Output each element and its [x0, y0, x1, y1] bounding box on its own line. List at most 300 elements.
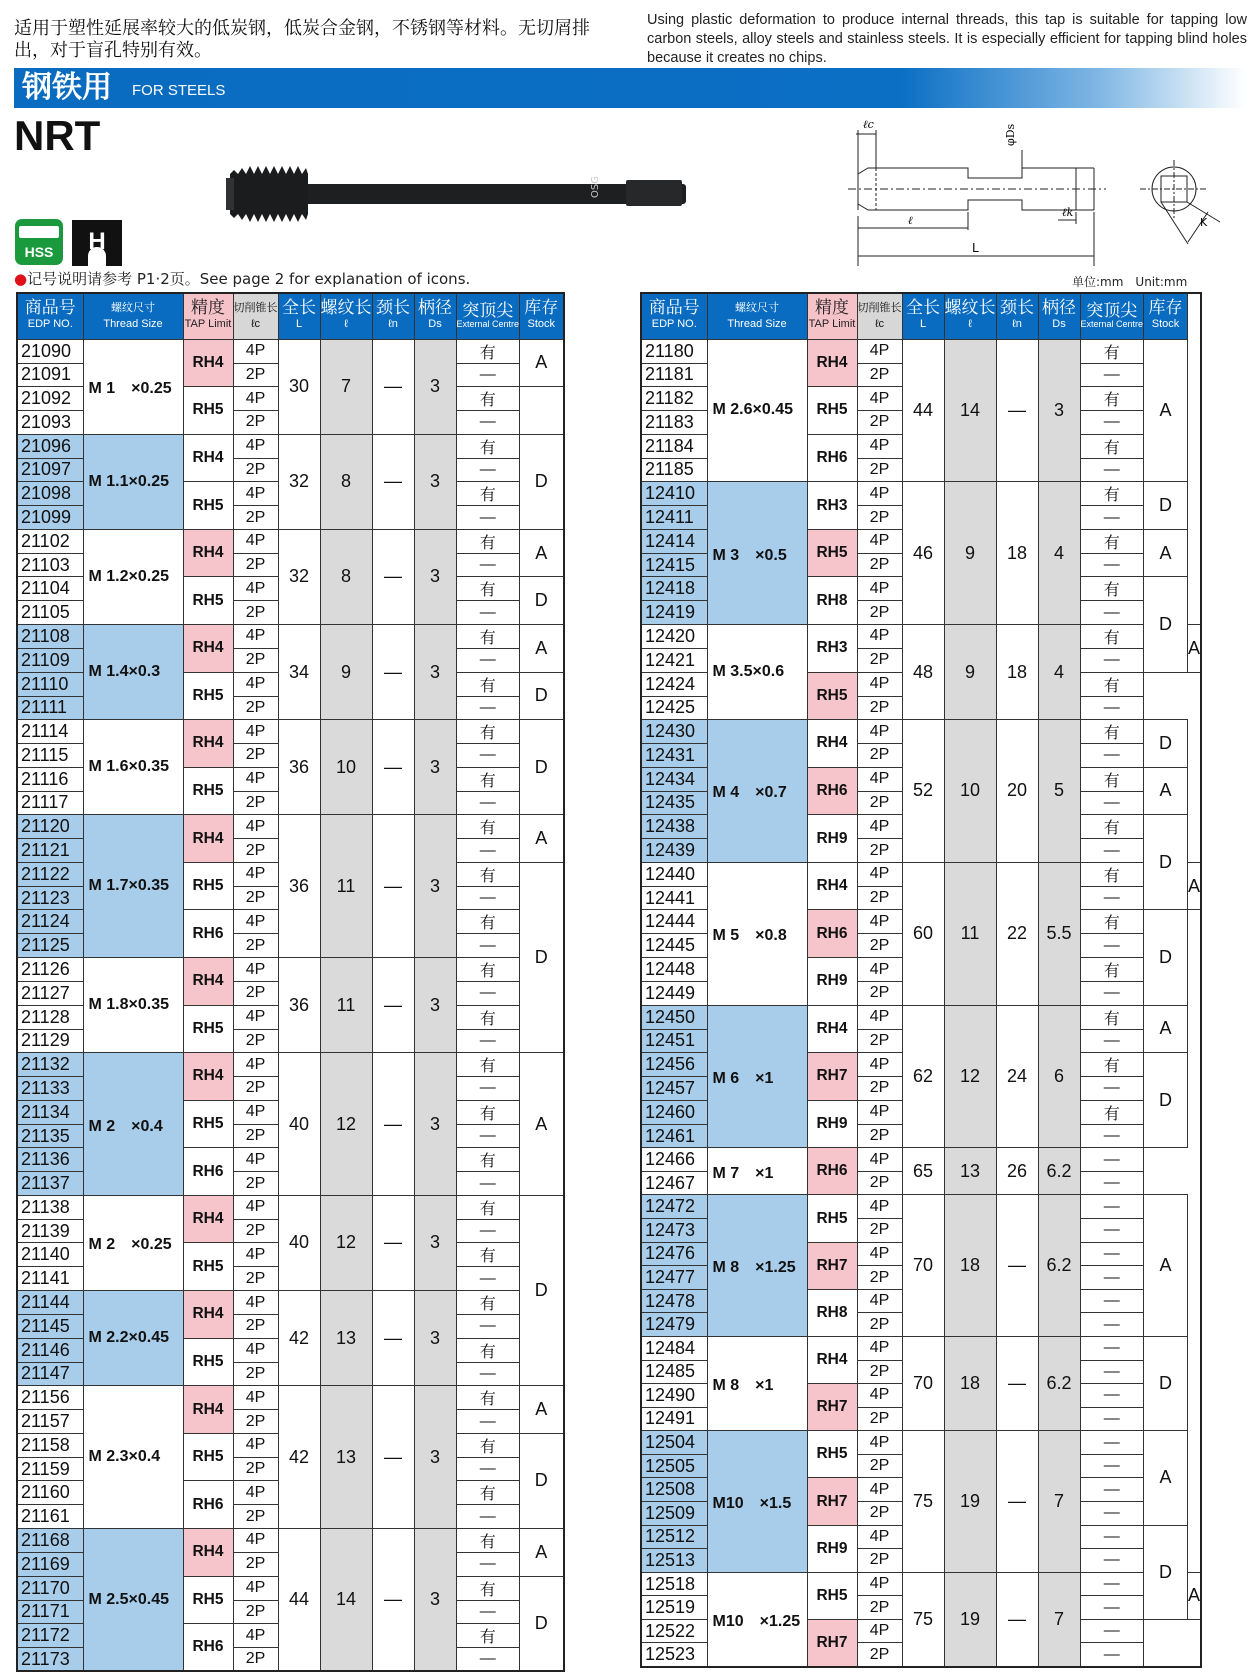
external-centre-cell: —: [1080, 839, 1144, 863]
external-centre-cell: 有: [456, 767, 520, 791]
hss-icon: [14, 218, 64, 266]
shank-diameter-cell: 7: [1038, 1572, 1080, 1666]
tap-limit-cell: RH6: [183, 1624, 233, 1672]
edp-cell: 12450: [641, 1005, 707, 1029]
chamfer-length-cell: 2P: [233, 1124, 278, 1148]
external-centre-cell: —: [1080, 1266, 1144, 1290]
external-centre-cell: —: [1080, 934, 1144, 958]
edp-cell: 21171: [17, 1600, 83, 1624]
chamfer-length-cell: 4P: [857, 1431, 902, 1455]
stock-cell: A: [1188, 1572, 1202, 1619]
external-centre-cell: 有: [456, 1291, 520, 1315]
external-centre-cell: —: [456, 982, 520, 1006]
external-centre-cell: 有: [1080, 387, 1144, 411]
header-overall-length: [902, 293, 944, 339]
chamfer-length-cell: 4P: [233, 577, 278, 601]
thread-size-cell: M 3.5×0.6: [707, 624, 807, 719]
thread-length-cell: 9: [320, 624, 372, 719]
edp-cell: 21158: [17, 1433, 83, 1457]
external-centre-cell: —: [1080, 1384, 1144, 1408]
header-en: Thread Size: [727, 318, 787, 331]
edp-cell: 21123: [17, 886, 83, 910]
hardness-h-icon: [70, 218, 124, 268]
external-centre-cell: 有: [1080, 1100, 1144, 1124]
tap-limit-cell: RH6: [183, 1481, 233, 1529]
stock-cell: A: [1144, 1005, 1188, 1053]
edp-cell: 12445: [641, 934, 707, 958]
stock-cell: D: [1144, 1525, 1188, 1619]
edp-cell: 12461: [641, 1124, 707, 1148]
edp-cell: 21096: [17, 434, 83, 458]
tap-limit-cell: RH7: [807, 1053, 857, 1101]
table-row: [641, 1431, 1201, 1455]
chamfer-length-cell: 4P: [857, 1336, 902, 1360]
external-centre-cell: —: [456, 1219, 520, 1243]
edp-cell: 12513: [641, 1549, 707, 1573]
tap-limit-cell: RH6: [183, 1148, 233, 1196]
stock-cell: A: [1144, 767, 1188, 815]
edp-cell: 21092: [17, 387, 83, 411]
chamfer-length-cell: 2P: [233, 839, 278, 863]
chamfer-length-cell: 2P: [233, 506, 278, 530]
thread-size-cell: M 1.6×0.35: [83, 720, 183, 815]
thread-size-cell: M 1.4×0.3: [83, 624, 183, 719]
chamfer-length-cell: 4P: [233, 529, 278, 553]
table-row: [17, 1053, 564, 1077]
chamfer-length-cell: 4P: [233, 434, 278, 458]
tap-limit-cell: RH4: [807, 1005, 857, 1053]
external-centre-cell: 有: [456, 1481, 520, 1505]
header-en: External Centre: [456, 319, 520, 330]
external-centre-cell: —: [456, 1124, 520, 1148]
tap-limit-cell: RH5: [183, 387, 233, 435]
table-row: [641, 1148, 1201, 1172]
external-centre-cell: —: [1080, 1454, 1144, 1478]
edp-cell: 21097: [17, 458, 83, 482]
header-en: ℓn: [388, 318, 398, 331]
external-centre-cell: 有: [456, 1624, 520, 1648]
tap-limit-cell: RH5: [183, 1243, 233, 1291]
external-centre-cell: —: [1080, 982, 1144, 1006]
external-centre-cell: —: [1080, 1360, 1144, 1384]
edp-cell: 12431: [641, 744, 707, 768]
header-en: Ds: [428, 318, 442, 331]
thread-length-cell: 19: [944, 1572, 996, 1666]
external-centre-cell: —: [456, 506, 520, 530]
tap-limit-cell: RH4: [183, 529, 233, 577]
external-centre-cell: 有: [456, 482, 520, 506]
external-centre-cell: —: [456, 1172, 520, 1196]
external-centre-cell: 有: [1080, 339, 1144, 363]
edp-cell: 21172: [17, 1624, 83, 1648]
tap-limit-cell: RH4: [183, 1528, 233, 1576]
header-cn: 精度: [191, 298, 225, 318]
thread-size-cell: M 2.6×0.45: [707, 339, 807, 482]
chamfer-length-cell: 2P: [857, 648, 902, 672]
label-lc: ℓc: [863, 120, 874, 131]
stock-cell: D: [520, 577, 564, 625]
overall-length-cell: 52: [902, 720, 944, 863]
overall-length-cell: 48: [902, 624, 944, 719]
tap-limit-cell: RH9: [807, 958, 857, 1006]
edp-cell: 12425: [641, 696, 707, 720]
shank-diameter-cell: 3: [414, 624, 456, 719]
tap-product-image: [226, 152, 716, 232]
edp-cell: 12466: [641, 1148, 707, 1172]
external-centre-cell: —: [456, 696, 520, 720]
thread-length-cell: 11: [320, 958, 372, 1053]
thread-length-cell: 19: [944, 1431, 996, 1572]
tap-limit-cell: RH5: [183, 1576, 233, 1624]
chamfer-length-cell: 4P: [233, 1243, 278, 1267]
chamfer-length-cell: 2P: [233, 791, 278, 815]
edp-cell: 21135: [17, 1124, 83, 1148]
header-thread-length: [944, 293, 996, 339]
external-centre-cell: —: [1080, 1549, 1144, 1573]
overall-length-cell: 36: [278, 958, 320, 1053]
external-centre-cell: 有: [1080, 767, 1144, 791]
stock-cell: A: [520, 339, 564, 387]
chamfer-length-cell: 2P: [233, 553, 278, 577]
edp-cell: 12438: [641, 815, 707, 839]
tap-limit-cell: RH7: [807, 1242, 857, 1289]
edp-cell: 12449: [641, 982, 707, 1006]
table-row: [641, 624, 1201, 648]
intro-english: Using plastic deformation to produce internal threads, this tap is suitable for tapping low carbon steels, alloy steels and stainless steels. It is especially efficient for tapping blind holes because it creates no chips.: [647, 12, 1247, 66]
tap-limit-cell: RH7: [807, 1478, 857, 1525]
label-lk: ℓk: [1062, 206, 1074, 219]
header-en: Thread Size: [103, 318, 163, 331]
stock-cell: A: [520, 529, 564, 577]
tap-limit-cell: RH4: [183, 339, 233, 387]
chamfer-length-cell: 2P: [857, 1643, 902, 1667]
stock-cell: A: [520, 624, 564, 672]
thread-length-cell: 10: [320, 720, 372, 815]
external-centre-cell: —: [1080, 1619, 1144, 1643]
external-centre-cell: —: [456, 601, 520, 625]
tap-limit-cell: RH4: [183, 1053, 233, 1101]
chamfer-length-cell: 4P: [857, 482, 902, 506]
chamfer-length-cell: 4P: [233, 1338, 278, 1362]
external-centre-cell: —: [456, 1410, 520, 1434]
stock-cell: D: [1144, 577, 1188, 672]
tap-limit-cell: RH4: [183, 434, 233, 482]
header-cn: 切削锥长: [233, 302, 278, 315]
edp-cell: 12420: [641, 624, 707, 648]
header-cn: 突顶尖: [1086, 301, 1138, 321]
table-row: [17, 720, 564, 744]
edp-cell: 21102: [17, 529, 83, 553]
edp-cell: 12419: [641, 601, 707, 625]
stock-cell: D: [520, 862, 564, 1052]
chamfer-length-cell: 4P: [857, 958, 902, 982]
external-centre-cell: —: [456, 411, 520, 435]
header-cn: 商品号: [24, 298, 76, 318]
chamfer-length-cell: 4P: [233, 1386, 278, 1410]
shank-diameter-cell: 6.2: [1038, 1336, 1080, 1430]
external-centre-cell: 有: [456, 339, 520, 363]
spec-table-right: [640, 292, 1202, 1668]
header-en: External Centre: [1080, 319, 1144, 330]
external-centre-cell: —: [456, 1267, 520, 1291]
thread-length-cell: 18: [944, 1195, 996, 1336]
external-centre-cell: 有: [456, 1005, 520, 1029]
edp-cell: 21126: [17, 958, 83, 982]
chamfer-length-cell: 4P: [233, 387, 278, 411]
header-neck-length: [372, 293, 414, 339]
thread-size-cell: M 8 ×1.25: [707, 1195, 807, 1336]
edp-cell: 21180: [641, 339, 707, 363]
category-banner: [14, 68, 1246, 108]
edp-cell: 21156: [17, 1386, 83, 1410]
chamfer-length-cell: 2P: [857, 1219, 902, 1243]
chamfer-length-cell: 4P: [857, 815, 902, 839]
edp-cell: 21133: [17, 1077, 83, 1101]
shank-diameter-cell: 3: [414, 529, 456, 624]
edp-cell: 21108: [17, 624, 83, 648]
external-centre-cell: 有: [1080, 910, 1144, 934]
thread-length-cell: 8: [320, 434, 372, 529]
chamfer-length-cell: 2P: [233, 363, 278, 387]
tap-marking: OSG: [590, 176, 601, 198]
chamfer-length-cell: 2P: [233, 1410, 278, 1434]
stock-cell: D: [520, 1433, 564, 1528]
overall-length-cell: 36: [278, 815, 320, 958]
tap-limit-cell: RH3: [807, 624, 857, 672]
edp-cell: 21117: [17, 791, 83, 815]
tap-limit-cell: RH5: [807, 1572, 857, 1619]
spec-table-left: [16, 292, 565, 1672]
stock-cell: A: [1144, 1431, 1188, 1525]
thread-length-cell: 8: [320, 529, 372, 624]
chamfer-length-cell: 2P: [857, 363, 902, 387]
neck-length-cell: —: [372, 815, 414, 958]
header-external-centre: [456, 293, 520, 339]
tap-limit-cell: RH5: [807, 1431, 857, 1478]
external-centre-cell: —: [1080, 1219, 1144, 1243]
edp-cell: 21099: [17, 506, 83, 530]
chamfer-length-cell: 2P: [857, 839, 902, 863]
stock-cell: D: [1144, 910, 1188, 1005]
edp-cell: 21091: [17, 363, 83, 387]
edp-cell: 12512: [641, 1525, 707, 1549]
chamfer-length-cell: 4P: [233, 1433, 278, 1457]
thread-size-cell: M 5 ×0.8: [707, 862, 807, 1005]
tap-limit-cell: RH4: [183, 815, 233, 863]
chamfer-length-cell: 4P: [233, 1005, 278, 1029]
external-centre-cell: 有: [456, 1386, 520, 1410]
thread-length-cell: 18: [944, 1336, 996, 1430]
chamfer-length-cell: 2P: [233, 982, 278, 1006]
edp-cell: 21140: [17, 1243, 83, 1267]
external-centre-cell: 有: [456, 910, 520, 934]
header-external-centre: [1080, 293, 1144, 339]
tap-limit-cell: RH4: [807, 1336, 857, 1383]
tap-limit-cell: RH5: [183, 1100, 233, 1148]
tap-limit-cell: RH5: [183, 577, 233, 625]
edp-cell: 21093: [17, 411, 83, 435]
external-centre-cell: 有: [456, 1576, 520, 1600]
header-en: L: [919, 318, 927, 331]
external-centre-cell: 有: [456, 1338, 520, 1362]
chamfer-length-cell: 4P: [233, 482, 278, 506]
external-centre-cell: 有: [456, 815, 520, 839]
external-centre-cell: —: [456, 1457, 520, 1481]
stock-cell: A: [520, 815, 564, 863]
unit-label: 单位:mm Unit:mm: [1072, 275, 1188, 289]
overall-length-cell: 46: [902, 482, 944, 625]
external-centre-cell: 有: [456, 1053, 520, 1077]
edp-cell: 12456: [641, 1053, 707, 1077]
shank-diameter-cell: 3: [414, 720, 456, 815]
chamfer-length-cell: 4P: [233, 1528, 278, 1552]
edp-cell: 21125: [17, 934, 83, 958]
external-centre-cell: 有: [1080, 577, 1144, 601]
header-cn: 螺纹尺寸: [735, 302, 779, 315]
edp-cell: 12504: [641, 1431, 707, 1455]
neck-length-cell: 26: [996, 1148, 1038, 1195]
header-cn: 库存: [1148, 298, 1183, 318]
tap-limit-cell: RH4: [183, 720, 233, 768]
tap-limit-cell: RH8: [807, 1289, 857, 1336]
header-tap-limit: [183, 293, 233, 339]
neck-length-cell: —: [372, 1053, 414, 1196]
chamfer-length-cell: 2P: [233, 1315, 278, 1339]
external-centre-cell: —: [456, 1648, 520, 1672]
external-centre-cell: —: [1080, 1313, 1144, 1337]
external-centre-cell: 有: [456, 1243, 520, 1267]
external-centre-cell: —: [1080, 1502, 1144, 1526]
edp-cell: 12444: [641, 910, 707, 934]
header-cn: 柄径: [418, 298, 452, 318]
edp-cell: 21132: [17, 1053, 83, 1077]
stock-cell: D: [1144, 720, 1188, 768]
shank-diameter-cell: 3: [414, 339, 456, 434]
thread-size-cell: M10 ×1.25: [707, 1572, 807, 1666]
external-centre-cell: —: [1080, 363, 1144, 387]
banner-title-cn: 钢铁用: [22, 70, 112, 105]
table-row: [17, 339, 564, 363]
shank-diameter-cell: 3: [414, 434, 456, 529]
chamfer-length-cell: 4P: [857, 862, 902, 886]
overall-length-cell: 75: [902, 1572, 944, 1666]
external-centre-cell: 有: [1080, 624, 1144, 648]
chamfer-length-cell: 4P: [857, 529, 902, 553]
tap-limit-cell: RH5: [183, 482, 233, 530]
neck-length-cell: —: [372, 529, 414, 624]
table-row: [17, 1195, 564, 1219]
edp-cell: 21110: [17, 672, 83, 696]
external-centre-cell: —: [1080, 791, 1144, 815]
edp-cell: 21181: [641, 363, 707, 387]
header-chamfer-length: [233, 293, 278, 339]
icon-note: [14, 268, 470, 289]
shank-diameter-cell: 3: [414, 1195, 456, 1290]
chamfer-length-cell: 4P: [857, 1242, 902, 1266]
overall-length-cell: 36: [278, 720, 320, 815]
shank-diameter-cell: 3: [414, 1291, 456, 1386]
stock-cell: D: [520, 672, 564, 720]
header-thread-size: [707, 293, 807, 339]
overall-length-cell: 42: [278, 1291, 320, 1386]
edp-cell: 21146: [17, 1338, 83, 1362]
edp-cell: 21139: [17, 1219, 83, 1243]
overall-length-cell: 40: [278, 1053, 320, 1196]
chamfer-length-cell: 2P: [857, 506, 902, 530]
shank-diameter-cell: 6.2: [1038, 1195, 1080, 1336]
thread-size-cell: M 1.8×0.35: [83, 958, 183, 1053]
stock-cell: D: [520, 1576, 564, 1671]
chamfer-length-cell: 2P: [857, 411, 902, 435]
chamfer-length-cell: 2P: [857, 601, 902, 625]
edp-cell: 21182: [641, 387, 707, 411]
edp-cell: 12508: [641, 1478, 707, 1502]
header-stock: [1144, 293, 1188, 339]
overall-length-cell: 32: [278, 529, 320, 624]
chamfer-length-cell: 4P: [857, 1572, 902, 1596]
edp-cell: 12509: [641, 1502, 707, 1526]
stock-cell: D: [1144, 1336, 1188, 1430]
tap-limit-cell: RH5: [807, 387, 857, 435]
tap-limit-cell: RH4: [183, 1291, 233, 1339]
overall-length-cell: 30: [278, 339, 320, 434]
edp-cell: 21136: [17, 1148, 83, 1172]
thread-length-cell: 9: [944, 624, 996, 719]
edp-cell: 12476: [641, 1242, 707, 1266]
overall-length-cell: 42: [278, 1386, 320, 1529]
edp-cell: 12479: [641, 1313, 707, 1337]
external-centre-cell: —: [456, 363, 520, 387]
thread-size-cell: M 4 ×0.7: [707, 720, 807, 863]
edp-cell: 21105: [17, 601, 83, 625]
external-centre-cell: —: [1080, 1029, 1144, 1053]
edp-cell: 21129: [17, 1029, 83, 1053]
edp-cell: 12518: [641, 1572, 707, 1596]
external-centre-cell: 有: [456, 862, 520, 886]
overall-length-cell: 40: [278, 1195, 320, 1290]
edp-cell: 12522: [641, 1619, 707, 1643]
chamfer-length-cell: 2P: [857, 1407, 902, 1431]
header-cn: 突顶尖: [462, 301, 514, 321]
edp-cell: 21104: [17, 577, 83, 601]
table-row: [17, 958, 564, 982]
external-centre-cell: —: [1080, 506, 1144, 530]
neck-length-cell: 20: [996, 720, 1038, 863]
edp-cell: 21137: [17, 1172, 83, 1196]
tap-limit-cell: RH5: [183, 1433, 233, 1481]
tap-limit-cell: RH5: [183, 862, 233, 910]
edp-cell: 12440: [641, 862, 707, 886]
shank-diameter-cell: 7: [1038, 1431, 1080, 1572]
chamfer-length-cell: 2P: [233, 696, 278, 720]
table-row: [641, 1336, 1201, 1360]
tap-limit-cell: RH4: [183, 1195, 233, 1243]
edp-cell: 12467: [641, 1171, 707, 1195]
tap-limit-cell: RH5: [807, 1195, 857, 1242]
stock-cell: D: [520, 1195, 564, 1385]
tap-limit-cell: RH6: [807, 1148, 857, 1195]
chamfer-length-cell: 4P: [233, 1100, 278, 1124]
shank-diameter-cell: 4: [1038, 482, 1080, 625]
edp-cell: 21115: [17, 744, 83, 768]
note-text: 记号说明请参考 P1·2页。See page 2 for explanation of icons.: [27, 270, 471, 288]
external-centre-cell: 有: [1080, 482, 1144, 506]
external-centre-cell: 有: [1080, 1005, 1144, 1029]
shank-diameter-cell: 6: [1038, 1005, 1080, 1148]
edp-cell: 12435: [641, 791, 707, 815]
chamfer-length-cell: 2P: [233, 411, 278, 435]
thread-length-cell: 11: [944, 862, 996, 1005]
